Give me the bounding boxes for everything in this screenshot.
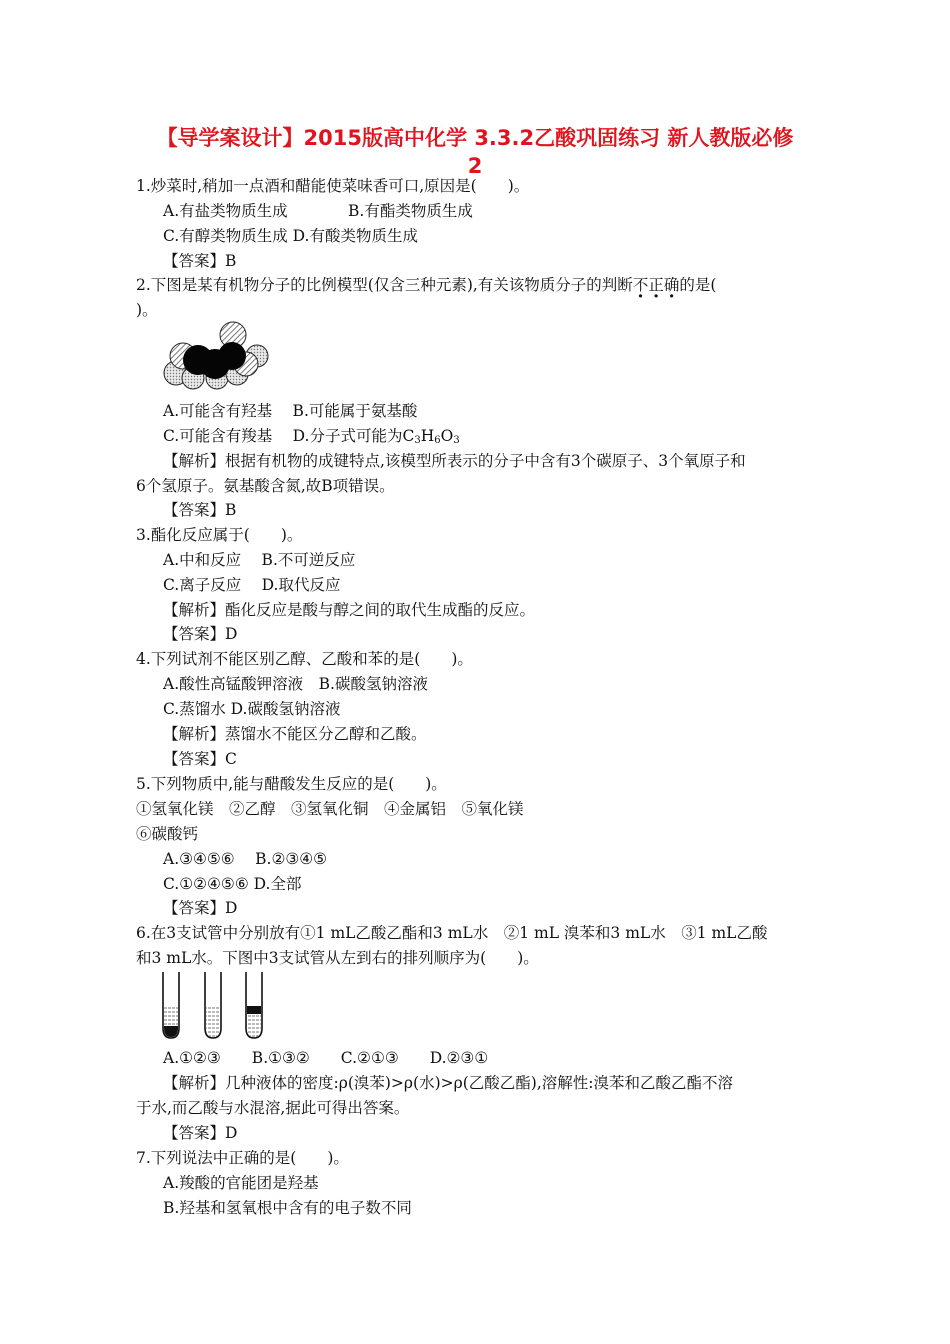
title-line-1: 【导学案设计】2015版高中化学 3.3.2乙酸巩固练习 新人教版必修: [156, 126, 794, 150]
title-line-2: 2: [467, 154, 483, 178]
q2-emphasis-3: 确: [663, 276, 680, 294]
q6-stem-line-1: 6.在3支试管中分别放有①1 mL乙酸乙酯和3 mL水 ②1 mL 溴苯和3 mL水 ③1 mL乙酸: [136, 924, 768, 942]
q6-analysis-line-2: 于水,而乙酸与水混溶,据此可得出答案。: [136, 1099, 410, 1117]
q3-options-ab: A.中和反应 B.不可逆反应: [163, 551, 356, 569]
q2-stem-line-2: )。: [136, 301, 158, 319]
carbon-atom: [218, 342, 246, 370]
q4-options-ab: A.酸性高锰酸钾溶液 B.碳酸氢钠溶液: [163, 675, 428, 693]
test-tube-3: [246, 972, 262, 1038]
q1-option-b: B.有酯类物质生成: [348, 202, 473, 220]
formula-subscript: 3: [453, 435, 460, 446]
q5-items-line-1: ①氢氧化镁 ②乙醇 ③氢氧化铜 ④金属铝 ⑤氧化镁: [136, 800, 524, 818]
test-tube-1: [163, 972, 179, 1038]
q7-stem: 7.下列说法中正确的是( )。: [136, 1149, 349, 1167]
q4-options-cd: C.蒸馏水 D.碳酸氢钠溶液: [163, 700, 341, 718]
q6-stem-line-2: 和3 mL水。下图中3支试管从左到右的排列顺序为( )。: [136, 949, 539, 967]
q3-analysis: 【解析】酯化反应是酸与醇之间的取代生成酯的反应。: [163, 601, 536, 619]
q2-emphasis-2: 正: [648, 276, 664, 294]
test-tube-2: [205, 972, 221, 1038]
q2-answer: 【答案】B: [163, 501, 237, 519]
q4-analysis: 【解析】蒸馏水不能区分乙醇和乙酸。: [163, 725, 427, 743]
q2-stem: [136, 275, 716, 295]
q2-option-cd-text: C.可能含有羧基 D.分子式可能为C: [163, 427, 415, 445]
q2-emphasis-1: 不: [632, 276, 649, 294]
document-title: [120, 124, 830, 180]
q3-answer: 【答案】D: [163, 625, 238, 643]
formula-subscript: 6: [434, 435, 441, 446]
q4-stem: 4.下列试剂不能区别乙醇、乙酸和苯的是( )。: [136, 650, 473, 668]
q6-analysis-line-1: 【解析】几种液体的密度:ρ(溴苯)>ρ(水)>ρ(乙酸乙酯),溶解性:溴苯和乙酸乙酯不溶: [163, 1074, 733, 1092]
q3-stem: 3.酯化反应属于( )。: [136, 526, 303, 544]
q5-options-cd: C.①②④⑤⑥ D.全部: [163, 875, 302, 893]
q2-stem-pre: 2.下图是某有机物分子的比例模型(仅含三种元素),有关该物质分子的判断: [136, 276, 633, 294]
q7-option-a: A.羧酸的官能团是羟基: [163, 1174, 319, 1192]
test-tubes-figure: [160, 970, 270, 1042]
formula-element: H: [420, 427, 435, 445]
q1-answer: 【答案】B: [163, 252, 237, 270]
q1-option-a: A.有盐类物质生成: [163, 202, 288, 220]
q2-analysis-line-1: 【解析】根据有机物的成键特点,该模型所表示的分子中含有3个碳原子、3个氧原子和: [163, 452, 746, 470]
q2-analysis-line-2: 6个氢原子。氨基酸含氮,故B项错误。: [136, 477, 395, 495]
q5-stem: 5.下列物质中,能与醋酸发生反应的是( )。: [136, 775, 447, 793]
formula-element: O: [440, 427, 454, 445]
q5-items-line-2: ⑥碳酸钙: [136, 825, 199, 843]
q2-options-cd: [163, 426, 460, 451]
q6-options: A.①②③ B.①③② C.②①③ D.②③①: [163, 1049, 489, 1067]
q2-options-ab: A.可能含有羟基 B.可能属于氨基酸: [163, 402, 418, 420]
molecule-ball-model-figure: [160, 318, 272, 390]
q5-answer: 【答案】D: [163, 899, 238, 917]
q1-options-cd: C.有醇类物质生成 D.有酸类物质生成: [163, 227, 418, 245]
q1-stem: 1.炒菜时,稍加一点酒和醋能使菜味香可口,原因是( )。: [136, 177, 530, 195]
q7-option-b: B.羟基和氢氧根中含有的电子数不同: [163, 1199, 412, 1217]
q5-options-ab: A.③④⑤⑥ B.②③④⑤: [163, 850, 328, 868]
formula-subscript: 3: [414, 435, 421, 446]
q4-answer: 【答案】C: [163, 750, 237, 768]
q6-answer: 【答案】D: [163, 1124, 238, 1142]
q2-stem-post: 的是(: [679, 276, 717, 294]
q3-options-cd: C.离子反应 D.取代反应: [163, 576, 341, 594]
